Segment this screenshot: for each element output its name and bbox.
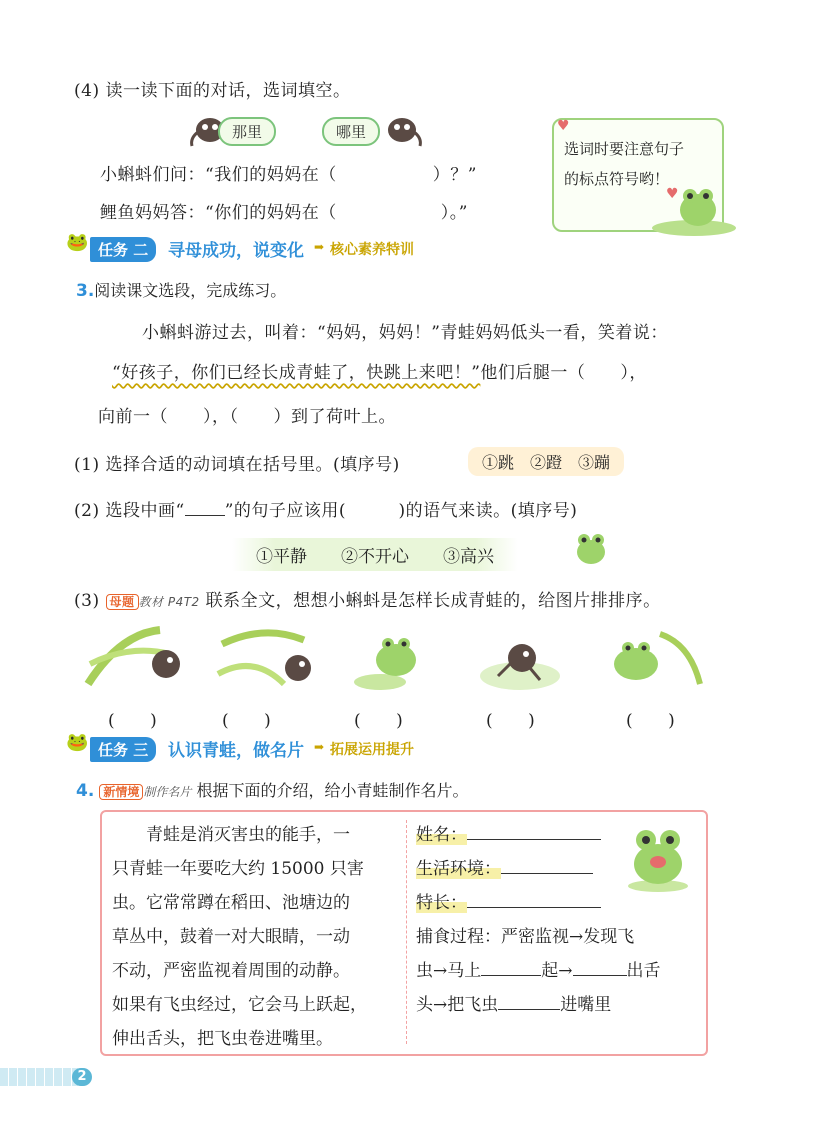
passage-line: 虫。它常常蹲在稻田、池塘边的 (112, 893, 350, 913)
task2-sub: 核心素养特训 (330, 242, 414, 258)
task3-title: 认识青蛙，做名片 (168, 741, 304, 761)
underlined-sentence: “好孩子，你们已经长成青蛙了，快跳上来吧！” (112, 363, 481, 383)
word-option-nali: 那里 (218, 117, 276, 146)
skill-blank[interactable] (467, 893, 601, 908)
task3-sub: 拓展运用提升 (330, 742, 414, 758)
q3-sub2: (2) 选段中画“ ”的句子应该用( )的语气来读。(填序号) (74, 501, 578, 521)
env-blank[interactable] (501, 859, 593, 874)
frog-picture-3 (340, 624, 450, 694)
card-passage (112, 818, 402, 1056)
dialog-line-2: 鲤鱼妈妈答：“你们的妈妈在（ ）。” (100, 203, 468, 223)
order-bracket-5[interactable]: ( ) (626, 711, 676, 731)
frog-icon (572, 530, 610, 566)
passage-line: 草丛中，鼓着一对大眼睛，一动 (112, 927, 350, 947)
heart-icon: ♥ (557, 118, 570, 134)
process-label: 捕食过程：严密监视→发现飞 (416, 927, 635, 947)
q3-sub3: (3) 母题 教材 P4T2 联系全文，想想小蝌蚪是怎样长成青蛙的，给图片排排序。 (74, 591, 661, 611)
task2-tag: 任务 二 (90, 237, 156, 262)
tip-text: 选词时要注意句子的标点符号哟！ (564, 140, 685, 188)
tone-options: ①平静 ②不开心 ③高兴 (232, 538, 518, 571)
order-bracket-2[interactable]: ( ) (222, 711, 272, 731)
passage-line-1: 小蝌蚪游过去，叫着：“妈妈，妈妈！”青蛙妈妈低头一看，笑着说： (142, 323, 668, 343)
passage-line: 伸出舌头，把飞虫卷进嘴里。 (112, 1029, 333, 1049)
env-label: 生活环境： (416, 859, 501, 879)
process-blank-1[interactable] (481, 961, 541, 976)
tadpole-picture-1 (80, 624, 190, 694)
passage-line: 不动，严密监视着周围的动静。 (112, 961, 350, 981)
passage-line-3: 向前一（ ），（ ）到了荷叶上。 (98, 407, 396, 427)
name-card (100, 810, 708, 1056)
heart-icon: ♥ (666, 186, 679, 202)
order-bracket-4[interactable]: ( ) (486, 711, 536, 731)
process-blank-3[interactable] (498, 995, 560, 1010)
footer-stripe (0, 1068, 78, 1086)
tadpole-picture-2 (214, 624, 324, 694)
process-blank-2[interactable] (573, 961, 627, 976)
page-number: 2 (72, 1068, 92, 1086)
tadpole-icon (384, 110, 424, 148)
tadpole-legs-picture-4 (470, 624, 580, 694)
passage-line: 只青蛙一年要吃大约 15000 只害 (112, 859, 364, 879)
passage-line: 青蛙是消灭害虫的能手，一 (112, 825, 350, 845)
card-divider (406, 820, 407, 1044)
q3-sub1: (1) 选择合适的动词填在括号里。(填序号) (74, 455, 400, 475)
frog-tail-picture-5 (600, 624, 710, 694)
name-label: 姓名： (416, 825, 467, 845)
q3-header: 3.阅读课文选段，完成练习。 (76, 281, 287, 301)
order-bracket-1[interactable]: ( ) (108, 711, 158, 731)
task3-tag: 任务 三 (90, 737, 156, 762)
passage-line-2: “好孩子，你们已经长成青蛙了，快跳上来吧！”他们后腿一（ ）， (112, 363, 647, 383)
dialog-line-1: 小蝌蚪们问：“我们的妈妈在（ ）？” (100, 165, 477, 185)
mascot-icon: 🐸 (66, 732, 89, 753)
frog-icon (644, 180, 738, 238)
task2-title: 寻母成功，说变化 (168, 241, 304, 261)
frog-icon (622, 820, 694, 894)
passage-line: 如果有飞虫经过，它会马上跃起， (112, 995, 367, 1015)
card-form: 姓名： 生活环境： 特长： 捕食过程：严密监视→发现飞 虫→马上 起→ 出舌 头→把飞虫 进嘴里 (416, 818, 706, 1022)
name-blank[interactable] (467, 825, 601, 840)
skill-label: 特长： (416, 893, 467, 913)
q4-title: (4) 读一读下面的对话，选词填空。 (74, 81, 351, 101)
q4b-header: 4. 新情境 制作名片 根据下面的介绍，给小青蛙制作名片。 (76, 781, 469, 801)
word-option-nali2: 哪里 (322, 117, 380, 146)
verb-options: ①跳 ②蹬 ③蹦 (468, 447, 624, 476)
arrow-icon: ➡ (314, 740, 325, 754)
mascot-icon: 🐸 (66, 232, 89, 253)
arrow-icon: ➡ (314, 240, 325, 254)
order-bracket-3[interactable]: ( ) (354, 711, 404, 731)
